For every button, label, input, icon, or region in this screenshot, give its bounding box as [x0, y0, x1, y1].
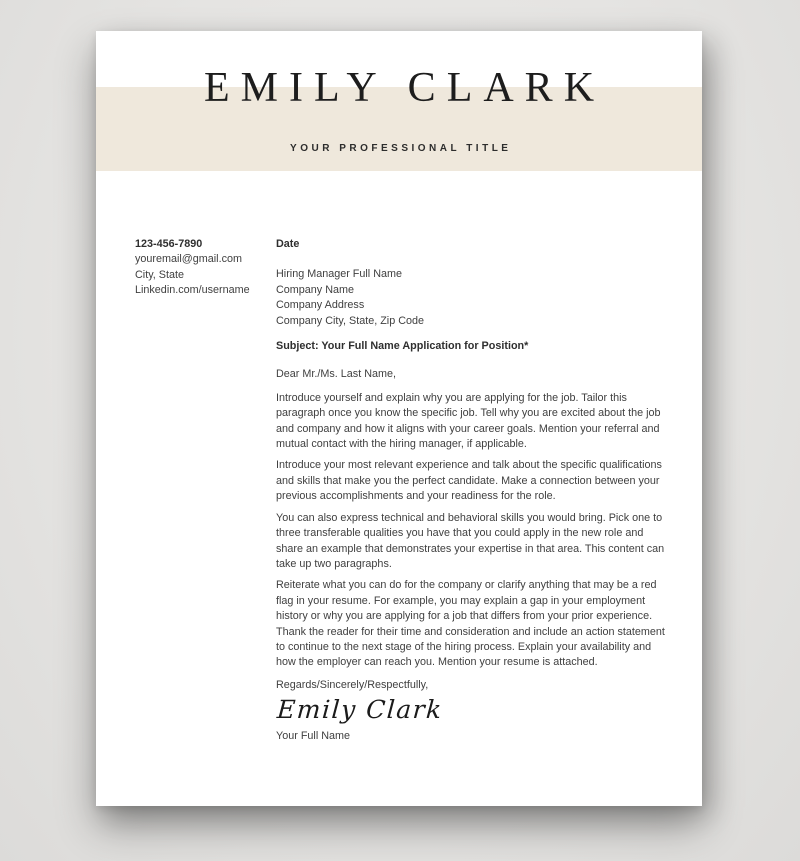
- paragraph-skills: You can also express technical and behavioral skills you would bring. Pick one to three transferable qualities you have that you could apply in the new role and share an example that demonstrates your expertise in that area. This content can take up two paragraphs.: [276, 511, 665, 570]
- cover-letter-page: [96, 31, 702, 806]
- recipient-block: [276, 267, 668, 329]
- recipient-company-name: Company Name: [276, 283, 355, 296]
- subject-line: Subject: Your Full Name Application for Position*: [276, 340, 529, 353]
- contact-info-block: [135, 237, 270, 299]
- signoff-full-name: Your Full Name: [276, 730, 351, 743]
- contact-linkedin: Linkedin.com/username: [135, 284, 250, 297]
- salutation: Dear Mr./Ms. Last Name,: [276, 368, 396, 381]
- recipient-company-city: Company City, State, Zip Code: [276, 314, 425, 327]
- recipient-hiring-manager: Hiring Manager Full Name: [276, 268, 403, 281]
- letter-body: [276, 237, 668, 745]
- paragraph-closing-summary: Reiterate what you can do for the company or clarify anything that may be a red flag in your resume. For example, you may explain a gap in your employment history or why you are applying for a job that differs from your prior experience. Thank the reader for their time and consideration and include an action statement to continue to the next stage of the hiring process. Explain your availability and how the employer can reach you. Mention your resume is attached.: [276, 579, 665, 669]
- candidate-name-heading: EMILY CLARK: [203, 65, 606, 111]
- contact-phone: 123-456-7890: [135, 238, 203, 250]
- signature-script: Emily Clark: [276, 695, 444, 725]
- professional-title: YOUR PROFESSIONAL TITLE: [290, 143, 512, 154]
- date-label: Date: [276, 238, 300, 250]
- contact-email: youremail@gmail.com: [135, 253, 242, 266]
- paragraph-experience: Introduce your most relevant experience and talk about the specific qualifications and skills that make you the perfect candidate. Make a connection between your previous accomplishments and your readiness for the role.: [276, 459, 662, 503]
- paragraph-introduction: Introduce yourself and explain why you are applying for the job. Tailor this paragraph once you know the specific job. Tell why you are excited about the job and company and how it aligns with your career goals. Mention your referral and mutual contact with the hiring manager, if applicable.: [276, 391, 661, 451]
- contact-location: City, State: [135, 268, 185, 281]
- recipient-company-address: Company Address: [276, 299, 365, 312]
- closing-line: Regards/Sincerely/Respectfully,: [276, 678, 429, 691]
